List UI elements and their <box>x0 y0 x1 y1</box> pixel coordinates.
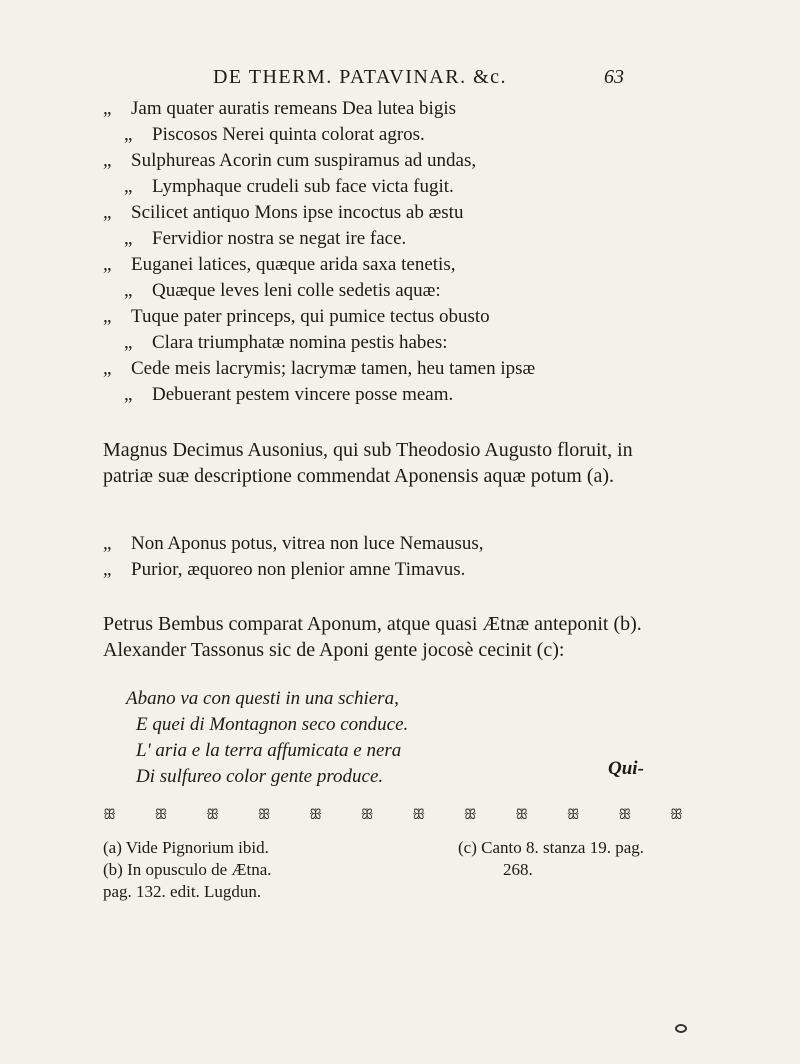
ornament-icon: ꕥ <box>412 808 426 823</box>
footnote-b: (b) In opusculo de Ætna. <box>103 860 272 879</box>
ornament-icon: ꕥ <box>463 808 477 823</box>
paragraph: Magnus Decimus Ausonius, qui sub Theodosio Augusto floruit, in patriæ suæ descriptione commendat Aponensis aquæ potum (a). <box>103 439 633 487</box>
ornament-icon: ꕥ <box>669 808 683 823</box>
footnote-c-continued: 268. <box>503 860 533 879</box>
italian-verse-line: E quei di Montagnon seco conduce. <box>136 714 409 735</box>
book-page: DE THERM. PATAVINAR. &c. 63 „ Jam quater auratis remeans Dea lutea bigis „ Piscosos Nerei quinta colorat agros. „ Sulphureas Acorin cum suspiramus ad undas, „ Lymphaque crudeli sub face victa fugit. „ Scilicet antiquo Mons ipse incoctus ab æstu „ Fervidior nostra se negat ire face. „ Euganei latices, quæque arida saxa tenetis, „ Quæque leves leni colle sedetis aquæ: „ Tuque pater princeps, qui pumice tectus obusto „ Clara triumphatæ nomina pestis habes: „ Cede meis lacrymis; lacrymæ tamen, heu tamen ipsæ „ Debuerant pestem vincere posse meam. Magnus Decimus Ausonius, qui sub Theodosio Augusto floruit, in patriæ suæ descriptione commendat Aponensis aquæ potum (a). „ Non Aponus potus, vitrea non luce Nemausus, „ Purior, æquoreo non plenior amne Timavus. Petrus Bembus comparat Aponum, atque quasi Ætnæ anteponit (b). Alexander Tassonus sic de Aponi gente jocosè cecinit (c): Abano va con questi in una schiera, E quei di Montagnon seco conduce. L' aria e la terra affumicata e nera Di sulfureo color gente produce. Qui- ꕥ ꕥ ꕥ ꕥ ꕥ ꕥ ꕥ ꕥ ꕥ ꕥ ꕥ ꕥ (a) Vide Pignorium ibid. (b) In opusculo de Ætna. pag. 132. edit. Lugdun. (c) Canto 8. stanza 19. pag. 268. <box>0 0 800 1064</box>
italian-verse-line: Di sulfureo color gente produce. <box>136 766 384 787</box>
footnote-c: (c) Canto 8. stanza 19. pag. <box>458 838 644 857</box>
page-number: 63 <box>604 66 624 88</box>
running-head: DE THERM. PATAVINAR. &c. <box>212 66 508 88</box>
ornament-icon: ꕥ <box>566 808 580 823</box>
ornament-row <box>103 808 683 824</box>
footnote-b-continued: pag. 132. edit. Lugdun. <box>103 882 262 901</box>
catchword: Qui- <box>608 758 644 779</box>
page-mark <box>675 1024 687 1033</box>
italian-verse-line: Abano va con questi in una schiera, <box>126 688 399 709</box>
ornament-icon: ꕥ <box>103 808 116 823</box>
italian-verse-line: L' aria e la terra affumicata e nera <box>136 740 402 761</box>
ornament-icon: ꕥ <box>206 808 220 823</box>
ornament-icon: ꕥ <box>309 808 323 823</box>
ornament-icon: ꕥ <box>154 808 168 823</box>
ornament-icon: ꕥ <box>257 808 271 823</box>
footnote-a: (a) Vide Pignorium ibid. <box>103 838 269 857</box>
ornament-icon: ꕥ <box>515 808 529 823</box>
paragraph: Petrus Bembus comparat Aponum, atque quasi Ætnæ anteponit (b). Alexander Tassonus sic de Aponi gente jocosè cecinit (c): <box>103 613 642 661</box>
ornament-icon: ꕥ <box>360 808 374 823</box>
ornament-icon: ꕥ <box>618 808 632 823</box>
